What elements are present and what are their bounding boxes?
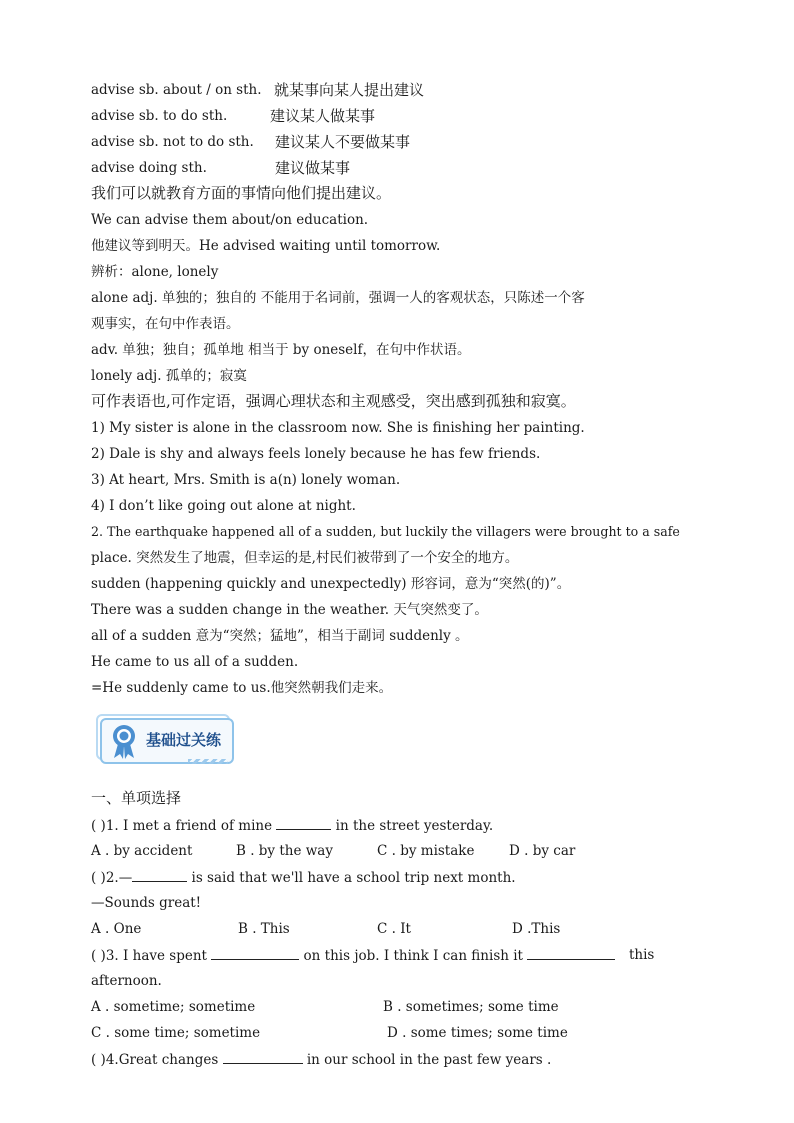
option-d[interactable]: D . by car <box>509 843 576 859</box>
example-sentence: 3) At heart, Mrs. Smith is a(n) lonely woman. <box>91 472 401 488</box>
question-stem: ( )3. I have spent <box>91 948 207 964</box>
example-sentence: 4) I don’t like going out alone at night. <box>91 498 356 514</box>
question-stem-rest: is said that we'll have a school trip next month. <box>191 870 516 886</box>
text-line: 观事实，在句中作表语。 <box>91 316 240 332</box>
example-sentence: 2) Dale is shy and always feels lonely because he has few friends. <box>91 446 541 462</box>
answer-blank[interactable] <box>276 815 331 830</box>
text-line: lonely adj. 孤单的；寂寞 <box>91 368 247 384</box>
text-line: adv. 单独；独自；孤单地 相当于 by oneself，在句中作状语。 <box>91 342 471 358</box>
advise-line-4 <box>91 158 351 178</box>
text-line: He came to us all of a sudden. <box>91 654 299 670</box>
english-pattern: advise sb. to do sth. <box>91 108 228 124</box>
question-stem: ( )4.Great changes <box>91 1052 219 1068</box>
option-d[interactable]: D . some times; some time <box>387 1025 568 1041</box>
question-stem: ( )2.— <box>91 870 133 886</box>
advise-line-1 <box>91 80 425 100</box>
text-line: 我们可以就教育方面的事情向他们提出建议。 <box>91 184 392 202</box>
option-c[interactable]: C . by mistake <box>377 843 475 859</box>
question-stem-rest: in the street yesterday. <box>335 818 494 834</box>
section-title: 一、单项选择 <box>91 789 182 807</box>
medal-icon <box>110 724 138 760</box>
chinese-meaning: 建议做某事 <box>275 159 351 177</box>
example-sentence: 1) My sister is alone in the classroom now. She is finishing her painting. <box>91 420 585 436</box>
text-line: place. 突然发生了地震，但幸运的是,村民们被带到了一个安全的地方。 <box>91 550 519 566</box>
question-stem: ( )1. I met a friend of mine <box>91 818 273 834</box>
chinese-meaning: 建议某人做某事 <box>270 107 376 125</box>
option-c[interactable]: C . some time; sometime <box>91 1025 261 1041</box>
answer-blank-1[interactable] <box>211 945 299 960</box>
chinese-meaning: 就某事向某人提出建议 <box>274 81 425 99</box>
option-b[interactable]: B . This <box>238 921 290 937</box>
section-badge <box>96 712 238 768</box>
text-line: We can advise them about/on education. <box>91 212 369 228</box>
text-line: 2. The earthquake happened all of a sudden, but luckily the villagers were brought to a safe <box>91 524 680 539</box>
text-line: alone adj. 单独的；独自的 不能用于名词前，强调一人的客观状态，只陈述一个客 <box>91 290 585 306</box>
question-3-continued: afternoon. <box>91 973 162 989</box>
english-pattern: advise sb. not to do sth. <box>91 134 254 150</box>
option-a[interactable]: A . by accident <box>91 843 193 859</box>
text-line: all of a sudden 意为“突然；猛地”，相当于副词 suddenly 。 <box>91 628 469 644</box>
english-pattern: advise sb. about / on sth. <box>91 82 262 98</box>
option-a[interactable]: A . One <box>91 921 142 937</box>
question-stem-tail: this <box>629 947 655 963</box>
question-4 <box>91 1049 551 1070</box>
question-stem-rest: in our school in the past few years . <box>306 1052 552 1068</box>
badge-title: 基础过关练 <box>146 731 222 749</box>
text-line: 可作表语也,可作定语，强调心理状态和主观感受，突出感到孤独和寂寞。 <box>91 392 576 410</box>
answer-blank-2[interactable] <box>527 945 615 960</box>
text-line: 辨析：alone, lonely <box>91 264 219 280</box>
question-2-reply: —Sounds great! <box>91 895 202 911</box>
text-line: 他建议等到明天。He advised waiting until tomorrow. <box>91 238 441 254</box>
answer-blank[interactable] <box>132 867 187 882</box>
option-d[interactable]: D .This <box>512 921 561 937</box>
chinese-meaning: 建议某人不要做某事 <box>275 133 411 151</box>
question-2 <box>91 867 516 888</box>
option-a[interactable]: A . sometime; sometime <box>91 999 256 1015</box>
english-pattern: advise doing sth. <box>91 160 207 176</box>
option-b[interactable]: B . by the way <box>236 843 333 859</box>
badge-stripe <box>188 759 228 764</box>
question-3 <box>91 945 615 966</box>
text-line: There was a sudden change in the weather. 天气突然变了。 <box>91 602 488 618</box>
question-stem-rest: on this job. I think I can finish it <box>303 948 523 964</box>
advise-line-2 <box>91 106 376 126</box>
option-c[interactable]: C . It <box>377 921 411 937</box>
advise-line-3 <box>91 132 411 152</box>
option-b[interactable]: B . sometimes; some time <box>383 999 559 1015</box>
text-line: =He suddenly came to us.他突然朝我们走来。 <box>91 680 393 696</box>
question-1 <box>91 815 493 836</box>
text-line: sudden (happening quickly and unexpectedly) 形容词，意为“突然(的)”。 <box>91 576 571 592</box>
answer-blank[interactable] <box>223 1049 303 1064</box>
